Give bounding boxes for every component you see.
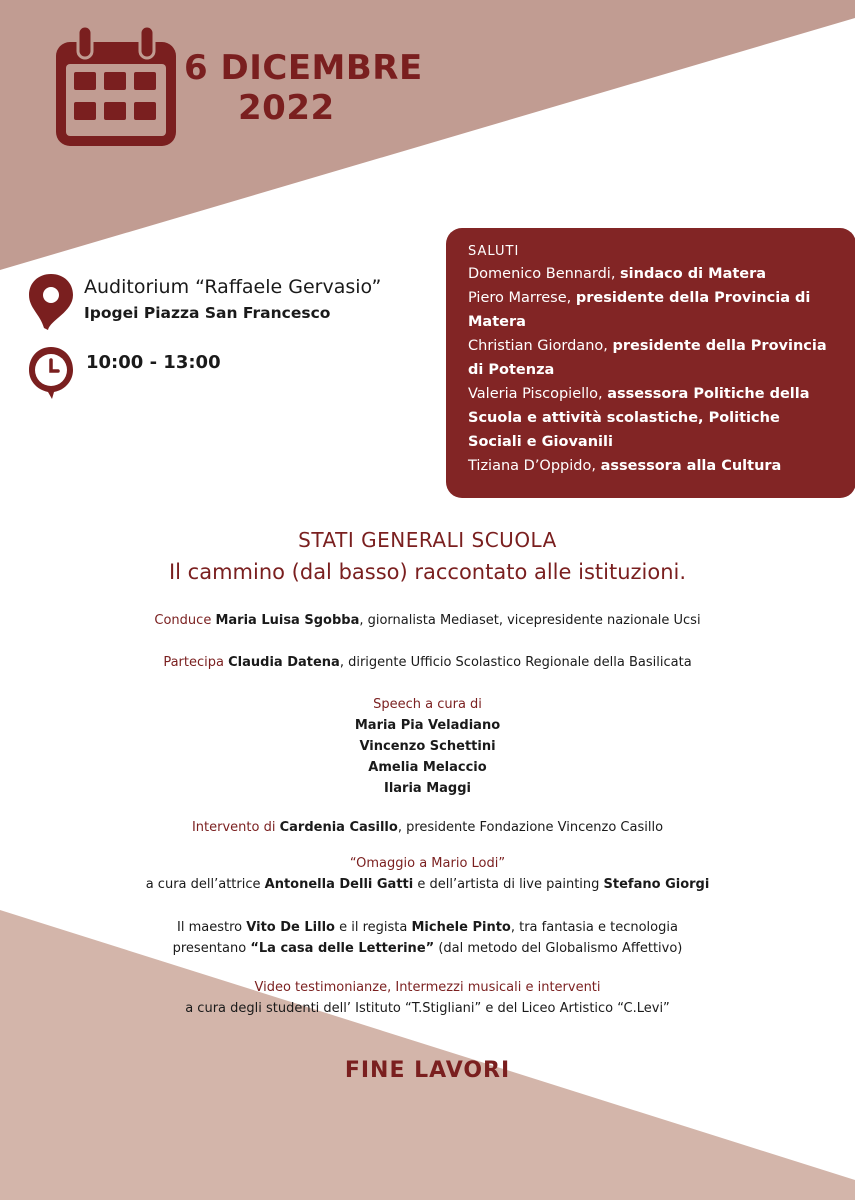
speaker-name: Maria Pia Veladiano [354,718,501,733]
saluti-item: Tiziana D’Oppido, assessora alla Cultura [468,458,782,474]
speaker-name: Vincenzo Schettini [359,739,496,754]
omaggio-title: “Omaggio a Mario Lodi” [349,856,506,871]
video-line-2: a cura degli studenti dell’ Istituto “T.Stigliani” e del Liceo Artistico “C.Levi” [185,1001,670,1016]
venue-subtitle: Ipogei Piazza San Francesco [84,304,331,322]
maestro-line-1: Il maestro Vito De Lillo e il regista Michele Pinto, tra fantasia e tecnologia [177,920,678,935]
saluti-title: SALUTI [468,244,520,259]
speech-label: Speech a cura di [373,697,482,712]
event-date-day: 6 DICEMBRE [184,48,423,88]
saluti-item: Christian Giordano, presidente della Provincia di Potenza [468,338,827,378]
program-partecipa: Partecipa Claudia Datena, dirigente Ufficio Scolastico Regionale della Basilicata [163,655,692,670]
event-date-year: 2022 [238,88,335,128]
saluti-box [446,228,855,498]
saluti-item: Domenico Bennardi, sindaco di Matera [468,266,767,282]
fine-lavori: FINE LAVORI [344,1058,511,1083]
program-intervento: Intervento di Cardenia Casillo, presidente Fondazione Vincenzo Casillo [191,820,664,835]
saluti-item: Valeria Piscopiello, assessora Politiche della Scuola e attività scolastiche, Politiche Sociali e Giovanili [468,386,810,450]
event-title: STATI GENERALI SCUOLA [298,528,557,552]
video-line-1: Video testimonianze, Intermezzi musicali e interventi [254,980,601,995]
calendar-icon [52,24,180,148]
speaker-name: Ilaria Maggi [383,781,471,796]
program-conduce: Conduce Maria Luisa Sgobba, giornalista Mediaset, vicepresidente nazionale Ucsi [154,613,701,628]
event-time: 10:00 - 13:00 [86,352,221,373]
speaker-name: Amelia Melaccio [368,760,487,775]
clock-icon [26,344,76,400]
location-pin-icon [26,272,76,332]
event-subtitle: Il cammino (dal basso) raccontato alle istituzioni. [168,560,687,584]
maestro-line-2: presentano “La casa delle Letterine” (dal metodo del Globalismo Affettivo) [172,941,683,956]
saluti-item: Piero Marrese, presidente della Provincia di Matera [468,290,811,330]
omaggio-credits: a cura dell’attrice Antonella Delli Gatti e dell’artista di live painting Stefano Giorgi [145,877,710,892]
venue-name: Auditorium “Raffaele Gervasio” [84,276,382,298]
